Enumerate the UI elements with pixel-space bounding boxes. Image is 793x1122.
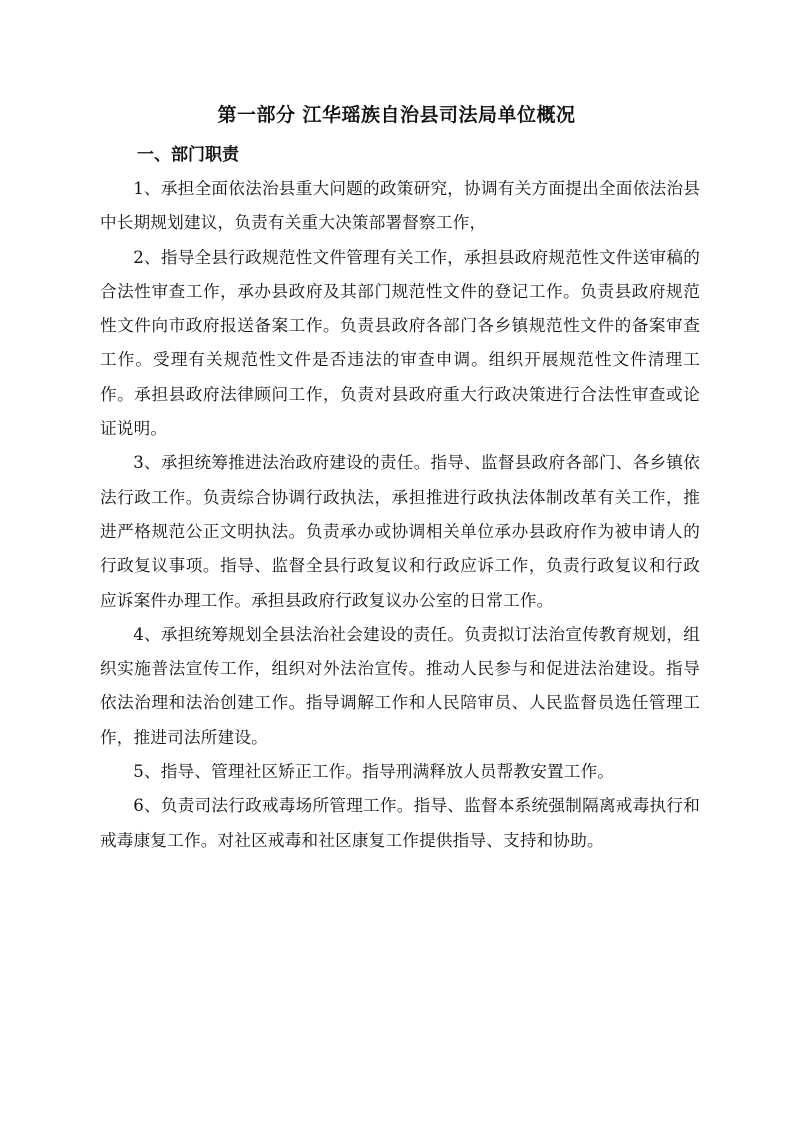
- paragraph-4: 4、承担统筹规划全县法治社会建设的责任。负责拟订法治宣传教育规划，组织实施普法宣传工作，组织对外法治宣传。推动人民参与和促进法治建设。指导依法治理和法治创建工作。指导调解工作和人民陪审员、人民监督员选任管理工作，推进司法所建设。: [100, 624, 700, 747]
- body-text: [100, 172, 700, 858]
- paragraph-1: 1、承担全面依法治县重大问题的政策研究，协调有关方面提出全面依法治县中长期规划建议，负责有关重大决策部署督察工作，: [100, 179, 700, 233]
- paragraph-2: 2、指导全县行政规范性文件管理有关工作，承担县政府规范性文件送审稿的合法性审查工作，承办县政府及其部门规范性文件的登记工作。负责县政府规范性文件向市政府报送备案工作。负责县政府各部门各乡镇规范性文件的备案审查工作。受理有关规范性文件是否违法的审查申调。组织开展规范性文件清理工作。承担县政府法律顾问工作，负责对县政府重大行政决策进行合法性审查或论证说明。: [100, 247, 700, 439]
- paragraph-3: 3、承担统筹推进法治政府建设的责任。指导、监督县政府各部门、各乡镇依法行政工作。负责综合协调行政执法，承担推进行政执法体制改革有关工作，推进严格规范公正文明执法。负责承办或协调相关单位承办县政府作为被申请人的行政复议事项。指导、监督全县行政复议和行政应诉工作，负责行政复议和行政应诉案件办理工作。承担县政府行政复议办公室的日常工作。: [100, 453, 700, 610]
- page-title: 第一部分 江华瑶族自治县司法局单位概况: [217, 104, 576, 126]
- section-heading: 一、部门职责: [137, 145, 239, 165]
- paragraph-5: 5、指导、管理社区矫正工作。指导刑满释放人员帮教安置工作。: [133, 762, 615, 782]
- paragraph-6: 6、负责司法行政戒毒场所管理工作。指导、监督本系统强制隔离戒毒执行和戒毒康复工作。对社区戒毒和社区康复工作提供指导、支持和协助。: [100, 796, 700, 850]
